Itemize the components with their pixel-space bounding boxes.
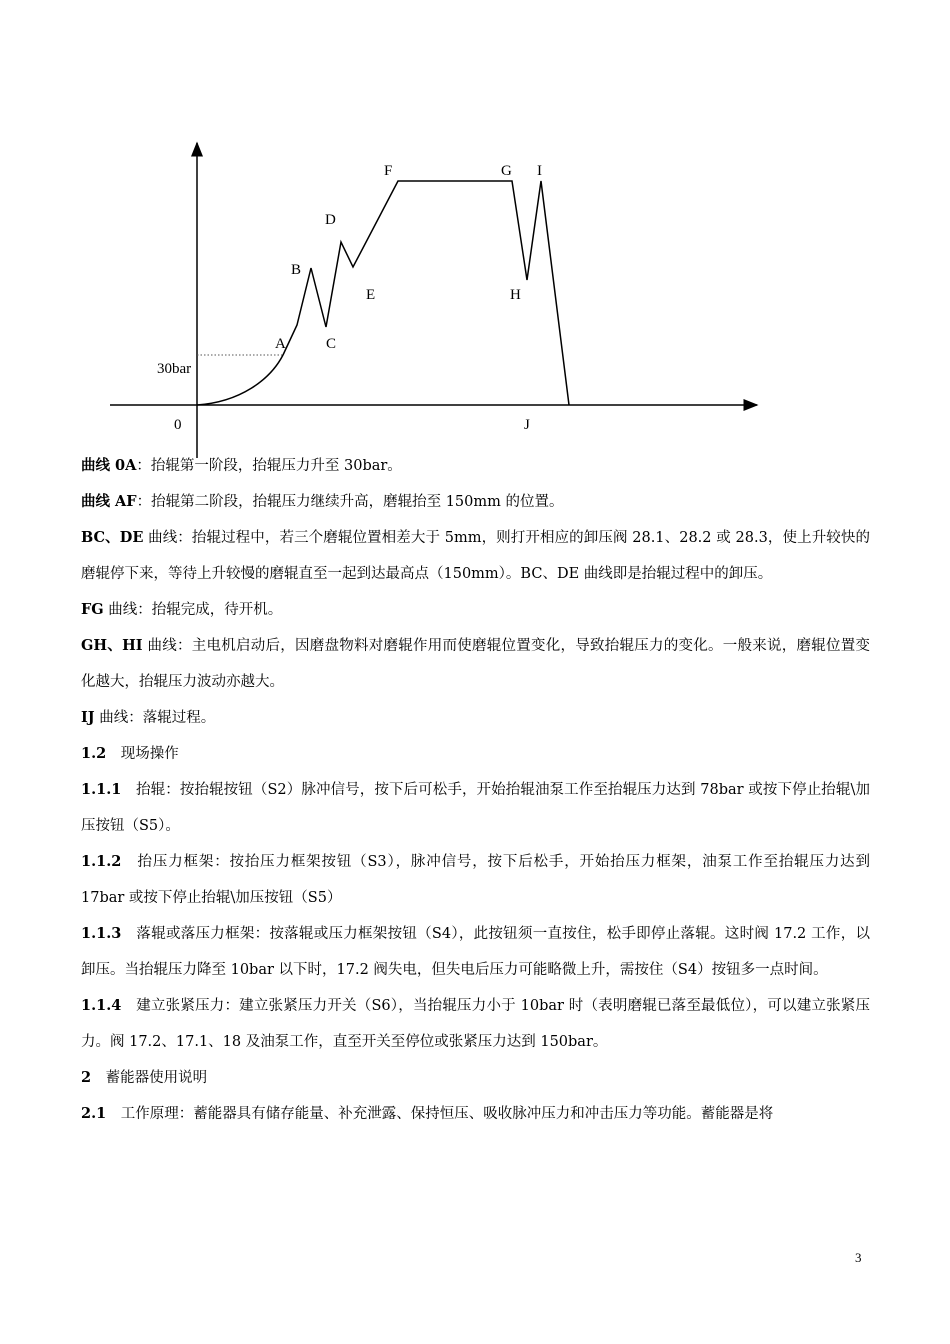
section-heading-1-2: [81, 736, 870, 772]
section-number: 2: [81, 1069, 92, 1086]
paragraph-head: 曲线 AF: [81, 493, 137, 510]
paragraph-text: ：抬辊第二阶段，抬辊压力继续升高，磨辊抬至 150mm 的位置。: [136, 494, 564, 510]
point-label-I: I: [537, 163, 542, 179]
paragraph-text: 曲线：抬辊完成，待开机。: [103, 602, 283, 618]
point-label-E: E: [366, 287, 376, 303]
paragraph-text: 建立张紧压力：建立张紧压力开关（S6），当抬辊压力小于 10bar 时（表明磨辊已落至最低位），可以建立张紧压力。阀 17.2、17.1、18 及油泵工作，直至开关至停位或张紧压力达到 150bar。: [81, 998, 870, 1050]
paragraph-head: 1.1.3: [81, 925, 122, 942]
paragraph-1-1-2: [81, 844, 870, 916]
paragraph-head: 1.1.2: [81, 853, 122, 870]
paragraph-curve-0A: [81, 448, 870, 484]
paragraph-text: 抬辊：按抬辊按钮（S2）脉冲信号，按下后可松手，开始抬辊油泵工作至抬辊压力达到 78bar 或按下停止抬辊\加压按钮（S5）。: [81, 782, 870, 834]
paragraph-1-1-1: [81, 772, 870, 844]
point-label-J: J: [524, 417, 530, 433]
pressure-curve-svg: [0, 0, 950, 460]
curve-0A: [197, 355, 283, 405]
pressure-curve-figure: [0, 0, 950, 460]
paragraph-2-1: [81, 1096, 870, 1132]
paragraph-curve-BC-DE: [81, 520, 870, 592]
paragraph-head: 1.1.4: [81, 997, 122, 1014]
paragraph-head: IJ: [81, 709, 95, 726]
paragraph-curve-FG: [81, 592, 870, 628]
paragraph-1-1-4: [81, 988, 870, 1060]
paragraph-head: 曲线 0A: [81, 457, 137, 474]
body-text: [81, 448, 870, 1132]
paragraph-curve-IJ: [81, 700, 870, 736]
origin-label: 0: [174, 417, 182, 433]
paragraph-curve-AF: [81, 484, 870, 520]
paragraph-text: 工作原理：蓄能器具有储存能量、补充泄露、保持恒压、吸收脉冲压力和冲击压力等功能。蓄能器是将: [106, 1106, 774, 1122]
paragraph-curve-GH-HI: [81, 628, 870, 700]
point-label-A: A: [275, 336, 286, 352]
point-label-F: F: [384, 163, 393, 179]
paragraph-head: BC、DE: [81, 529, 144, 546]
section-heading-2: [81, 1060, 870, 1096]
paragraph-1-1-3: [81, 916, 870, 988]
point-label-G: G: [501, 163, 512, 179]
paragraph-text: 曲线：主电机启动后，因磨盘物料对磨辊作用而使磨辊位置变化，导致抬辊压力的变化。一般来说，磨辊位置变化越大，抬辊压力波动亦越大。: [81, 638, 870, 690]
paragraph-head: GH、HI: [81, 637, 143, 654]
point-label-B: B: [291, 262, 302, 278]
paragraph-text: 抬压力框架：按抬压力框架按钮（S3），脉冲信号，按下后松手，开始抬压力框架，油泵工作至抬辊压力达到 17bar 或按下停止抬辊\加压按钮（S5）: [81, 854, 870, 906]
paragraph-text: 曲线：抬辊过程中，若三个磨辊位置相差大于 5mm，则打开相应的卸压阀 28.1、28.2 或 28.3，使上升较快的磨辊停下来，等待上升较慢的磨辊直至一起到达最高点（150mm）。BC、DE 曲线即是抬辊过程中的卸压。: [81, 530, 870, 582]
page-number: 3: [855, 1250, 862, 1265]
point-label-D: D: [325, 212, 336, 228]
paragraph-head: 2.1: [81, 1105, 107, 1122]
section-title: 现场操作: [106, 746, 179, 762]
point-label-C: C: [326, 336, 337, 352]
y-mark-30bar: 30bar: [157, 361, 192, 377]
paragraph-text: ：抬辊第一阶段，抬辊压力升至 30bar。: [136, 458, 402, 474]
paragraph-head: 1.1.1: [81, 781, 122, 798]
section-title: 蓄能器使用说明: [91, 1070, 208, 1086]
paragraph-head: FG: [81, 601, 104, 618]
section-number: 1.2: [81, 745, 107, 762]
paragraph-text: 落辊或落压力框架：按落辊或压力框架按钮（S4），此按钮须一直按住，松手即停止落辊。这时阀 17.2 工作，以卸压。当抬辊压力降至 10bar 以下时，17.2 阀失电，但失电后压力可能略微上升，需按住（S4）按钮多一点时间。: [81, 926, 870, 978]
point-label-H: H: [510, 287, 521, 303]
paragraph-text: 曲线：落辊过程。: [94, 710, 216, 726]
